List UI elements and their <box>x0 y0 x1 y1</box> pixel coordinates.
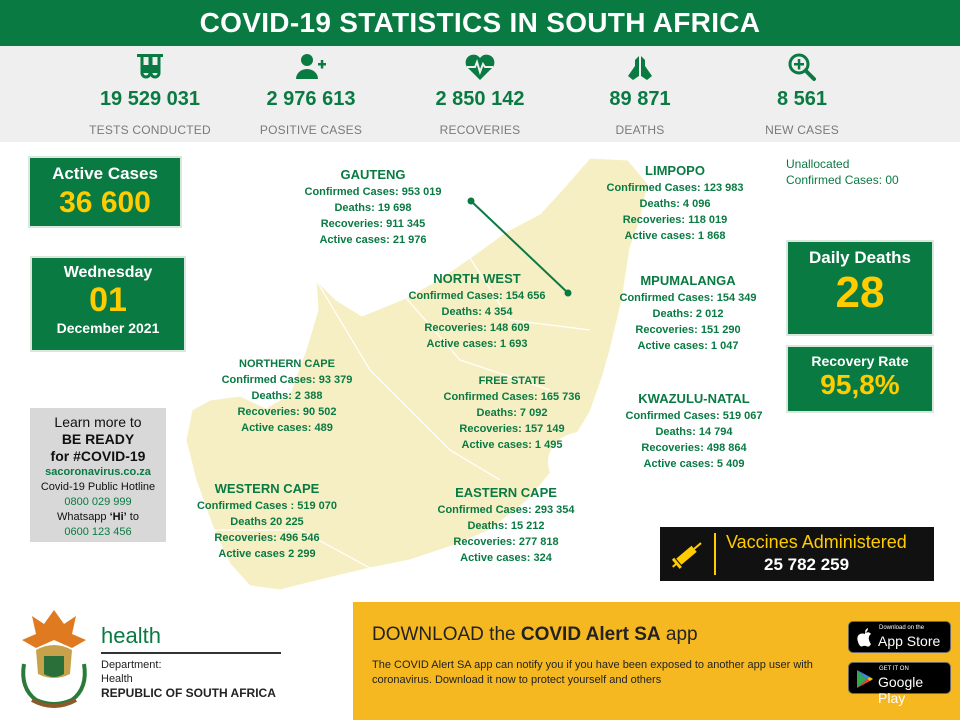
active-cases-box <box>28 156 182 228</box>
new-cases-value: 8 561 <box>776 88 828 110</box>
province-limpopo <box>594 162 756 244</box>
province-name: NORTHERN CAPE <box>239 358 335 370</box>
province-line: Deaths: 4 354 <box>441 306 513 318</box>
province-name: NORTH WEST <box>433 271 521 286</box>
daily-deaths-value: 28 <box>835 268 885 317</box>
deaths-label: DEATHS <box>615 123 665 137</box>
recovery-rate-label: Recovery Rate <box>811 353 909 369</box>
province-northern-cape <box>210 356 364 436</box>
province-line: Active cases: 1 693 <box>426 338 528 350</box>
province-western-cape <box>186 480 348 562</box>
recovery-rate-value: 95,8% <box>820 369 900 400</box>
learn-more-be-ready: BE READY <box>61 431 135 447</box>
download-description: The COVID Alert SA app can notify you if you have been exposed to another app user with coronavirus. Download it now to protect yourself and others <box>372 659 813 686</box>
deaths-value: 89 871 <box>609 88 671 110</box>
download-suffix: app <box>660 624 698 645</box>
province-line: Active cases: 489 <box>241 422 333 434</box>
active-cases-label: Active Cases <box>52 164 158 183</box>
unallocated-note <box>786 156 936 188</box>
whatsapp-prefix: Whatsapp <box>57 511 110 523</box>
page-title: COVID-19 STATISTICS IN SOUTH AFRICA <box>0 0 960 46</box>
province-line: Recoveries: 498 864 <box>641 442 747 454</box>
province-gauteng <box>290 166 456 248</box>
whatsapp-number[interactable]: 0600 123 456 <box>64 526 132 538</box>
footer-divider <box>101 652 281 654</box>
date-box <box>30 256 186 352</box>
dept-line: Health <box>101 673 133 685</box>
recovery-rate-box <box>786 345 934 413</box>
learn-more-box <box>30 408 166 542</box>
test-tubes-icon <box>134 52 166 82</box>
vaccines-separator <box>714 533 716 575</box>
republic-label: REPUBLIC OF SOUTH AFRICA <box>101 686 276 700</box>
province-eastern-cape <box>426 484 586 566</box>
vaccines-label: Vaccines Administered <box>726 532 907 552</box>
google-play-icon <box>856 669 874 689</box>
tests-value: 19 529 031 <box>99 88 201 110</box>
recoveries-value: 2 850 142 <box>435 88 525 110</box>
date-month-year: December 2021 <box>56 320 160 336</box>
learn-more-line: Learn more to <box>54 414 142 430</box>
province-line: Deaths: 14 794 <box>655 426 733 438</box>
province-line: Confirmed Cases: 165 736 <box>443 391 581 403</box>
province-line: Recoveries: 157 149 <box>459 423 565 435</box>
province-line: Deaths: 7 092 <box>476 407 548 419</box>
download-title <box>372 624 698 646</box>
coat-of-arms-logo <box>14 604 94 712</box>
date-weekday: Wednesday <box>63 264 153 281</box>
province-line: Active cases: 1 495 <box>461 439 563 451</box>
province-kwazulu-natal <box>614 390 774 472</box>
province-line: Active cases: 1 047 <box>637 340 739 352</box>
recoveries-label: RECOVERIES <box>439 123 521 137</box>
new-cases-label: NEW CASES <box>765 123 839 137</box>
province-line: Deaths: 15 212 <box>467 520 545 532</box>
vaccines-value: 25 782 259 <box>764 555 850 574</box>
province-line: Recoveries: 151 290 <box>635 324 741 336</box>
province-line: Deaths: 4 096 <box>639 198 711 210</box>
positive-value: 2 976 613 <box>266 88 356 110</box>
apple-icon <box>856 628 874 648</box>
tests-label: TESTS CONDUCTED <box>89 123 211 137</box>
syringe-icon <box>668 535 708 573</box>
download-prefix: DOWNLOAD the <box>372 624 521 645</box>
province-line: Confirmed Cases: 293 354 <box>437 504 575 516</box>
province-line: Deaths: 2 012 <box>652 308 724 320</box>
hotline-number[interactable]: 0800 029 999 <box>64 496 132 508</box>
stat-positive <box>216 46 406 137</box>
province-line: Confirmed Cases: 154 656 <box>408 290 546 302</box>
province-line: Recoveries: 911 345 <box>320 218 426 230</box>
province-line: Confirmed Cases: 123 983 <box>606 182 744 194</box>
province-line: Recoveries: 496 546 <box>214 532 320 544</box>
province-line: Recoveries: 148 609 <box>424 322 530 334</box>
hotline-label: Covid-19 Public Hotline <box>40 481 156 493</box>
unallocated-label: Unallocated <box>786 157 850 171</box>
province-line: Recoveries: 90 502 <box>237 406 337 418</box>
app-store-small-text: Download on the <box>879 625 925 631</box>
app-store-button[interactable] <box>848 621 951 653</box>
google-play-text: Google Play <box>878 674 924 706</box>
province-name: FREE STATE <box>478 375 546 387</box>
department-text <box>101 658 276 700</box>
daily-deaths-label: Daily Deaths <box>808 248 912 267</box>
province-line: Confirmed Cases: 519 067 <box>625 410 763 422</box>
province-line: Deaths: 2 388 <box>251 390 323 402</box>
province-name: MPUMALANGA <box>640 273 736 288</box>
health-brand: health <box>101 623 161 648</box>
stat-new-cases <box>707 46 897 137</box>
province-line: Active cases: 21 976 <box>319 234 427 246</box>
app-store-text: App Store <box>878 633 941 649</box>
dept-line: Department: <box>101 659 162 671</box>
province-line: Confirmed Cases: 154 349 <box>619 292 757 304</box>
website-link[interactable]: sacoronavirus.co.za <box>45 466 151 478</box>
google-play-small-text: GET IT ON <box>879 666 909 672</box>
province-name: LIMPOPO <box>645 163 705 178</box>
zoom-in-icon <box>786 52 818 82</box>
province-name: KWAZULU-NATAL <box>638 391 750 406</box>
province-north-west <box>396 270 558 352</box>
download-app-name: COVID Alert SA <box>520 624 661 645</box>
province-line: Recoveries: 277 818 <box>453 536 559 548</box>
add-user-icon <box>295 52 327 82</box>
praying-hands-icon <box>624 52 656 82</box>
province-mpumalanga <box>608 272 768 354</box>
province-line: Deaths 20 225 <box>230 516 304 528</box>
province-line: Confirmed Cases : 519 070 <box>196 500 337 512</box>
province-free-state <box>432 373 592 453</box>
province-line: Confirmed Cases: 953 019 <box>304 186 442 198</box>
unallocated-value: Confirmed Cases: 00 <box>786 173 899 187</box>
province-line: Confirmed Cases: 93 379 <box>221 374 353 386</box>
whatsapp-word: ‘Hi’ <box>109 511 127 523</box>
province-line: Active cases 2 299 <box>218 548 316 560</box>
learn-more-hashtag: for #COVID-19 <box>50 448 146 464</box>
province-name: GAUTENG <box>340 167 406 182</box>
province-line: Active cases: 324 <box>460 552 552 564</box>
heartbeat-icon <box>464 52 496 82</box>
province-line: Recoveries: 118 019 <box>622 214 728 226</box>
province-line: Active cases: 5 409 <box>643 458 745 470</box>
google-play-button[interactable] <box>848 662 951 706</box>
province-line: Active cases: 1 868 <box>624 230 726 242</box>
whatsapp-line <box>30 510 166 525</box>
active-cases-value: 36 600 <box>59 186 151 219</box>
vaccines-box <box>660 527 934 581</box>
province-name: WESTERN CAPE <box>214 481 320 496</box>
positive-label: POSITIVE CASES <box>259 123 363 137</box>
stats-band <box>0 46 960 142</box>
date-day: 01 <box>89 281 127 319</box>
whatsapp-suffix: to <box>126 511 139 523</box>
province-name: EASTERN CAPE <box>455 485 557 500</box>
daily-deaths-box <box>786 240 934 336</box>
province-line: Deaths: 19 698 <box>334 202 412 214</box>
